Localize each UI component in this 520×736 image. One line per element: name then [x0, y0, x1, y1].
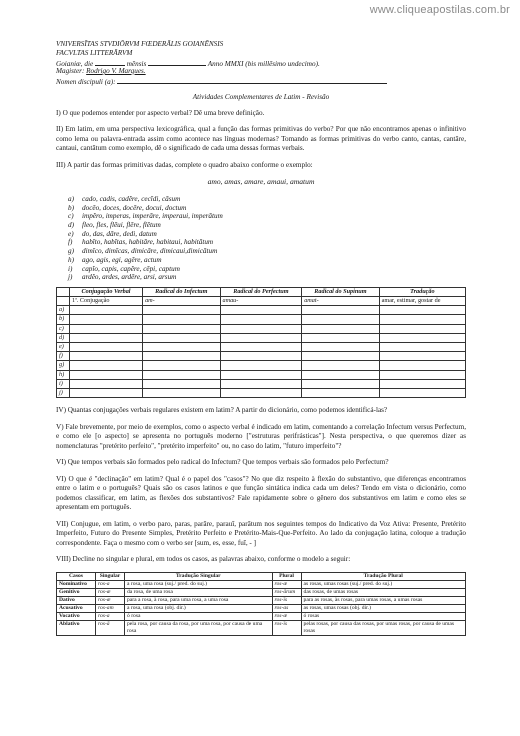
conj-row: [57, 352, 466, 361]
decl-cell-case: Ablativo: [57, 620, 96, 635]
conj-blank-cell[interactable]: [379, 324, 465, 333]
conj-cell: am-: [143, 297, 220, 306]
verb-forms: dimĭco, dimĭcas, dimicāre, dimicaui,dimicātum: [82, 247, 218, 256]
decl-row: [57, 620, 466, 635]
decl-cell-pl: ros-ārum: [272, 588, 301, 596]
conj-header: Tradução: [379, 287, 465, 296]
question-1: I) O que podemos entender por aspecto verbal? Dê uma breve definição.: [56, 108, 265, 117]
conj-header: Radical do Perfectum: [220, 287, 302, 296]
verb-item: [68, 273, 466, 282]
verb-letter: f): [68, 238, 73, 247]
conj-header-blank: [57, 287, 70, 296]
decl-row: [57, 612, 466, 620]
decl-row: [57, 604, 466, 612]
conj-header: Conjugação Verbal: [70, 287, 143, 296]
conj-header-row: [57, 287, 466, 296]
conj-blank-cell[interactable]: [143, 306, 220, 315]
verb-forms: do, das, dāre, dedi, datum: [82, 229, 157, 238]
decl-cell-sg-tr: da rosa, de uma rosa: [125, 588, 273, 596]
verb-forms: ardĕo, ardes, ardēre, arsi, arsum: [82, 273, 177, 282]
conj-row-label: e): [57, 343, 70, 352]
decl-header: Singular: [96, 572, 125, 580]
verb-item: [68, 195, 466, 204]
decl-cell-case: Nominativo: [57, 580, 96, 588]
decl-cell-sg: ros-æ: [96, 588, 125, 596]
verb-forms: ago, agis, egi, agĕre, actum: [82, 255, 162, 264]
conj-blank-cell[interactable]: [143, 324, 220, 333]
conj-row: [57, 343, 466, 352]
conj-blank-cell[interactable]: [302, 306, 379, 315]
conj-blank-cell[interactable]: [379, 388, 465, 397]
conj-blank-cell[interactable]: [379, 306, 465, 315]
conj-blank-cell[interactable]: [220, 388, 302, 397]
conj-row: [57, 306, 466, 315]
decl-header: Casos: [57, 572, 96, 580]
decl-cell-pl: ros-īs: [272, 596, 301, 604]
verb-forms: docĕo, doces, docēre, docui, doctum: [82, 203, 187, 212]
decl-cell-sg: ros-a: [96, 580, 125, 588]
conj-blank-cell[interactable]: [70, 324, 143, 333]
verb-letter: j): [68, 273, 73, 282]
conj-row: [57, 315, 466, 324]
verb-item: [68, 238, 466, 247]
verb-item: [68, 247, 466, 256]
verb-letter: g): [68, 247, 74, 256]
teacher-name: Rodrigo V. Marques.: [86, 67, 146, 75]
header: [56, 40, 466, 85]
decl-cell-pl-tr: para as rosas, às rosas, para umas rosas, a umas rosas: [301, 596, 465, 604]
conj-blank-cell[interactable]: [379, 379, 465, 388]
decl-cell-sg: ros-æ: [96, 596, 125, 604]
verb-item: [68, 230, 466, 239]
conj-blank-cell[interactable]: [379, 361, 465, 370]
verb-item: [68, 204, 466, 213]
verb-item: [68, 265, 466, 274]
conj-blank-cell[interactable]: [70, 379, 143, 388]
watermark: www.cliqueapostilas.com.br: [369, 4, 510, 16]
faculty-name: FACVLTAS LITTERĀRVM: [56, 49, 133, 57]
verb-forms: fleo, fles, flēui, flēre, flētum: [82, 221, 161, 230]
conj-row: [57, 379, 466, 388]
decl-cell-pl: ros-as: [272, 604, 301, 612]
conj-cell: 1ª. Conjugação: [70, 297, 143, 306]
conj-blank-cell[interactable]: [220, 306, 302, 315]
conj-blank-cell[interactable]: [220, 361, 302, 370]
conj-blank-cell[interactable]: [302, 343, 379, 352]
conj-blank-cell[interactable]: [70, 361, 143, 370]
decl-row: [57, 588, 466, 596]
conj-blank-cell[interactable]: [379, 343, 465, 352]
conj-blank-cell[interactable]: [143, 343, 220, 352]
decl-header: Tradução Plural: [301, 572, 465, 580]
conj-row-label: c): [57, 324, 70, 333]
page-title: Atividades Complementares de Latim - Revisão: [192, 93, 330, 101]
conj-row: [57, 324, 466, 333]
verb-forms: capĭo, capis, capĕre, cēpi, captum: [82, 264, 180, 273]
decl-cell-case: Dativo: [57, 596, 96, 604]
declension-table: [56, 572, 466, 636]
verb-letter: a): [68, 195, 74, 204]
student-line: Nomen discipuli (a):: [56, 76, 466, 85]
decl-cell-pl-tr: as rosas, umas rosas (suj./ pred. do suj.): [301, 580, 465, 588]
conj-blank-cell[interactable]: [70, 315, 143, 324]
conj-blank-cell[interactable]: [70, 333, 143, 342]
conj-row-label: a): [57, 306, 70, 315]
conj-blank-cell[interactable]: [220, 343, 302, 352]
verb-letter: c): [68, 212, 74, 221]
decl-cell-pl: ros-æ: [272, 580, 301, 588]
day-blank: [95, 58, 125, 66]
verb-forms: habĭto, habĭtas, habitāre, habitaui, habitātum: [82, 238, 214, 247]
example-verb: amo, amas, amare, amaui, amatum: [207, 177, 315, 186]
verb-item: [68, 221, 466, 230]
question-3: III) A partir das formas primitivas dadas, complete o quadro abaixo conforme o exemplo:: [56, 160, 313, 169]
decl-cell-sg-tr: a rosa, uma rosa (suj./ pred. do suj.): [125, 580, 273, 588]
teacher-line: Magister: Rodrigo V. Marques.: [56, 67, 146, 75]
verb-item: [68, 212, 466, 221]
question-5: V) Fale brevemente, por meio de exemplos, como o aspecto verbal é indicado em latim, comentando a correlação Infectum versus Perfectum, e como ele [o aspecto] se apresenta no português moderno ["estruturas perifrásticas"]. Nesta perspectiva, o que queremos dizer as nomenclaturas "pretérito perfeito", "pretérito imperfeito" ou, no caso do latim, "futuro imperfeito"?: [56, 422, 466, 450]
conj-blank-cell[interactable]: [302, 315, 379, 324]
verb-item: [68, 256, 466, 265]
conj-row-label: f): [57, 352, 70, 361]
conj-blank-cell[interactable]: [220, 333, 302, 342]
conj-cell: [57, 297, 70, 306]
decl-cell-sg: ros-a: [96, 612, 125, 620]
decl-cell-pl: ros-æ: [272, 612, 301, 620]
conj-blank-cell[interactable]: [379, 352, 465, 361]
conj-blank-cell[interactable]: [70, 370, 143, 379]
verb-letter: b): [68, 203, 74, 212]
conj-blank-cell[interactable]: [70, 388, 143, 397]
question-6: VI) Que tempos verbais são formados pelo radical do Infectum? Que tempos verbais são formados pelo Perfectum?: [56, 458, 389, 467]
conj-row-label: i): [57, 379, 70, 388]
decl-cell-case: Vocativo: [57, 612, 96, 620]
decl-row: [57, 580, 466, 588]
conj-blank-cell[interactable]: [220, 352, 302, 361]
decl-cell-pl-tr: ó rosas: [301, 612, 465, 620]
conj-blank-cell[interactable]: [70, 306, 143, 315]
decl-cell-pl-tr: das rosas, de umas rosas: [301, 588, 465, 596]
verb-letter: i): [68, 264, 73, 273]
verb-letter: d): [68, 221, 74, 230]
question-7: VI) O que é "declinação" em latim? Qual é o papel dos "casos"? No que diz respeito à flexão do substantivo, que diferenças encontramos entre o latim e o português? Quais são os casos latinos e que função sintática indica cada um deles? Tendo em vista o dicionário, como podemos classificar, em latim, as flexões dos substantivos? Fale rapidamente sobre o gênero dos substantivos em latim e como eles se apresentam em português.: [56, 474, 466, 512]
verb-forms: impĕro, imperas, imperāre, imperaui, imperātum: [82, 212, 223, 221]
university-name: VNIVERSĪTAS STVDIŌRVM FŒDERĀLIS GOIANĒNSIS: [56, 40, 224, 48]
conj-blank-cell[interactable]: [143, 315, 220, 324]
conj-cell: amar, estimar, gostar de: [379, 297, 465, 306]
conj-blank-cell[interactable]: [302, 333, 379, 342]
conj-row-label: h): [57, 370, 70, 379]
verb-letter: h): [68, 255, 74, 264]
month-blank: [148, 58, 206, 66]
verb-letter: e): [68, 229, 74, 238]
conj-row: [57, 370, 466, 379]
conj-header: Radical do Supinum: [302, 287, 379, 296]
decl-cell-case: Genitivo: [57, 588, 96, 596]
conj-blank-cell[interactable]: [143, 361, 220, 370]
question-8: VII) Conjugue, em latim, o verbo paro, paras, parāre, parauī, parātum nos seguintes tempos do Indicativo da Voz Ativa: Presente, Pretérito Imperfeito, Futuro do Presente Simples, Pretérito Perfeito e Pretérito-Mais-Que-Perfeito. Ao lado da conjugação latina, coloque a tradução correspondente. Faça o mesmo com o verbo ser [sum, es, esse, fuī, - ]: [56, 519, 466, 547]
question-4: IV) Quantas conjugações verbais regulares existem em latim? A partir do dicionário, como podemos identificá-las?: [56, 406, 388, 415]
decl-cell-sg: ros-am: [96, 604, 125, 612]
conj-cell: amat-: [302, 297, 379, 306]
question-9: VIII) Decline no singular e plural, em todos os casos, as palavras abaixo, conforme o modelo a seguir:: [56, 555, 351, 564]
decl-header-row: [57, 572, 466, 580]
decl-cell-sg-tr: para a rosa, à rosa, para uma rosa, a uma rosa: [125, 596, 273, 604]
conj-row-label: d): [57, 333, 70, 342]
conj-row: [57, 361, 466, 370]
conj-blank-cell[interactable]: [143, 370, 220, 379]
conj-blank-cell[interactable]: [220, 324, 302, 333]
conj-blank-cell[interactable]: [302, 352, 379, 361]
conj-blank-cell[interactable]: [302, 379, 379, 388]
conj-row-label: g): [57, 361, 70, 370]
date-line: Goianiæ, die mēnsis Anno MMXI (bis millēsimo undecimo).: [56, 60, 320, 68]
conj-blank-cell[interactable]: [220, 370, 302, 379]
conj-blank-cell[interactable]: [70, 343, 143, 352]
verb-forms: cado, cadis, cadĕre, cecĭdi, cāsum: [82, 195, 181, 204]
conj-blank-cell[interactable]: [302, 370, 379, 379]
decl-cell-pl-tr: pelas rosas, por causa das rosas, por umas rosas, por causa de umas rosas: [301, 620, 465, 635]
student-name-blank: [117, 76, 387, 84]
conj-example-row: [57, 297, 466, 306]
decl-cell-pl: ros-īs: [272, 620, 301, 635]
conj-blank-cell[interactable]: [220, 379, 302, 388]
conj-header: Radical do Infectum: [143, 287, 220, 296]
question-2: II) Em latim, em uma perspectiva lexicográfica, qual a função das formas primitivas do verbo? Por que não encontramos apenas o infinitivo como lema ou palavra-entrada assim como acontece nas línguas modernas? Tomando as formas primitivas do verbo canto, cantas, cantāre, cantaui, cantātum como exemplo, dê o significado de cada uma dessas formas verbais.: [56, 125, 466, 152]
decl-cell-case: Acusativo: [57, 604, 96, 612]
conj-blank-cell[interactable]: [302, 388, 379, 397]
verb-list: [68, 195, 466, 282]
conj-blank-cell[interactable]: [143, 352, 220, 361]
conj-cell: amau-: [220, 297, 302, 306]
conj-row: [57, 333, 466, 342]
decl-cell-sg-tr: pela rosa, por causa da rosa, por uma rosa, por causa de uma rosa: [125, 620, 273, 635]
decl-header: Plural: [272, 572, 301, 580]
document-page: [56, 40, 466, 636]
conj-blank-cell[interactable]: [70, 352, 143, 361]
conj-blank-cell[interactable]: [220, 315, 302, 324]
conj-blank-cell[interactable]: [379, 315, 465, 324]
conj-blank-cell[interactable]: [379, 370, 465, 379]
conj-blank-cell[interactable]: [302, 324, 379, 333]
decl-header: Tradução Singular: [125, 572, 273, 580]
conj-row: [57, 388, 466, 397]
conj-blank-cell[interactable]: [143, 388, 220, 397]
decl-cell-sg-tr: ó rosa: [125, 612, 273, 620]
decl-cell-sg-tr: a rosa, uma rosa (obj. dir.): [125, 604, 273, 612]
conj-blank-cell[interactable]: [143, 379, 220, 388]
decl-cell-sg: ros-ā: [96, 620, 125, 635]
conjugation-table: [56, 287, 466, 398]
decl-cell-pl-tr: as rosas, umas rosas (obj. dir.): [301, 604, 465, 612]
decl-row: [57, 596, 466, 604]
conj-row-label: j): [57, 388, 70, 397]
conj-blank-cell[interactable]: [379, 333, 465, 342]
conj-blank-cell[interactable]: [143, 333, 220, 342]
conj-row-label: b): [57, 315, 70, 324]
conj-blank-cell[interactable]: [302, 361, 379, 370]
